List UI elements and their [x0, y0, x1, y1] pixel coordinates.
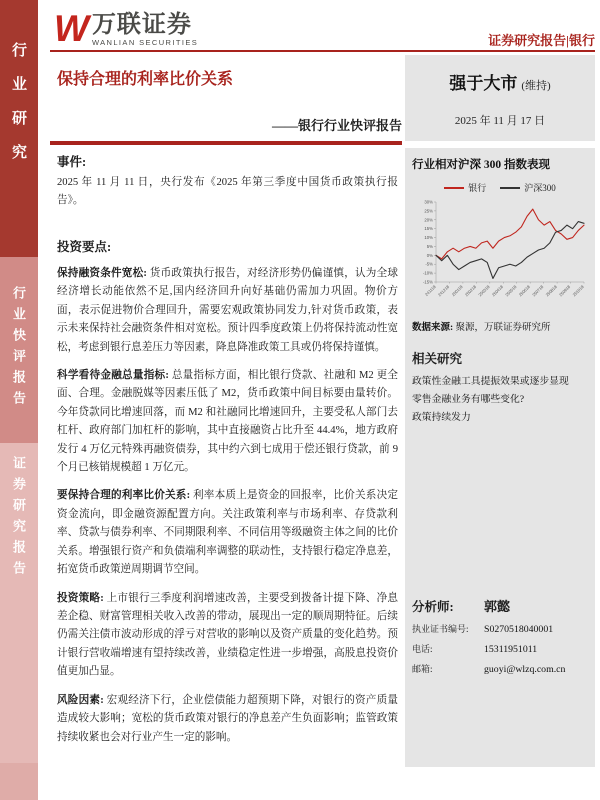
highlight-paragraph [57, 590, 398, 682]
paragraph-text: 总量指标方面，相比银行贷款、社融和 M2 更全面、合理。金融脱媒等因素压低了 M2，货币政策中间目标要由量转价。今年贷款同比增速回落，而 M2 和社融同比增速回升，主要受私人部门去杠杆、政府部门加杠杆的影响，其中直接融资占比升至 44.4%，地方政府发行 4 万亿元特殊再融资债券，其中约六到七成用于偿还银行贷款，前 9 个月已核销规模超 1 万亿元。 [57, 369, 399, 474]
svg-text:250218: 250218 [463, 284, 478, 298]
paragraph-text: 利率本质上是资金的回报率，比价关系决定资金流向，即金融资源配置方向。关注政策利率与市场利率、存贷款利率、贷款与债券利率、不同期限利率、不同信用等级融资主体之间的比价关系。增强银行资产和负债端利率调整的联动性，支持银行稳定净息差，拓宽货币政策逆周期调节空间。 [57, 490, 398, 576]
brand-name-en: WANLIAN SECURITIES [91, 38, 199, 47]
svg-text:15%: 15% [424, 226, 433, 232]
phone-label: 电话: [412, 644, 433, 654]
email-label: 邮箱: [412, 664, 433, 674]
ribbon-label-securities-research: 证券研究报告 [11, 456, 26, 582]
data-source-text: 聚源，万联证券研究所 [455, 323, 551, 333]
analyst-name: 郭懿 [484, 599, 511, 614]
header-rule [50, 50, 595, 52]
svg-text:250318: 250318 [477, 284, 491, 298]
paragraph-text: 上市银行三季度利润增速改善，主要受到拨备计提下降、净息差企稳、财富管理相关收入改善的带动，展现出一定的顺周期特征。后续仍需关注债市波动形成的浮亏对营收的影响以及资产质量的变化趋势。预计银行营收端增速有望持续改善，业绩稳定性进一步增强，高股息投资价值更加凸显。 [57, 592, 398, 678]
paragraph-lead: 科学看待金融总量指标: [57, 369, 169, 381]
svg-text:250418: 250418 [490, 284, 504, 298]
svg-text:-15%: -15% [422, 279, 433, 285]
analyst-section [412, 596, 588, 675]
legend-item-csi300 [500, 181, 556, 194]
event-heading: 事件: [57, 155, 87, 169]
paragraph-text: 宏观经济下行，企业偿债能力超预期下降，对银行的资产质量造成较大影响；宽松的货币政策对银行的净息差产生负面影响；监管政策持续收紧也会对行业产生一定的影响。 [57, 694, 398, 743]
svg-text:251018: 251018 [571, 284, 585, 298]
svg-text:25%: 25% [424, 208, 433, 214]
email-value: guoyi@wlzq.com.cn [484, 664, 566, 675]
related-research-item: 政策持续发力 [412, 412, 471, 424]
analyst-email-row [412, 662, 588, 675]
main-text-column [57, 152, 398, 757]
paragraph-text: 货币政策执行报告，对经济形势仍偏谨慎，认为全球经济增长动能依然不足,国内经济回升向好基础仍需加力巩固。物价方面，表示促进物价合理回升，需要宏观政策协同发力,针对货币政策，表示未来保持社会融资条件相对宽松。预计四季度政策上仍将保持流动性宽松，考虑到银行息差压力等因素，降息降准政策工具或仍将保持谨慎。 [57, 267, 398, 353]
license-label: 执业证书编号: [412, 624, 469, 634]
event-body: 2025 年 11 月 11 日，央行发布《2025 年第三季度中国货币政策执行报告》。 [57, 177, 398, 207]
svg-text:250818: 250818 [544, 284, 558, 298]
highlight-paragraph [57, 367, 398, 478]
brand-name-cn: 万联证券 [91, 11, 192, 38]
page-title: 保持合理的利率比价关系 [57, 71, 234, 88]
related-research-section [412, 349, 588, 427]
svg-text:250118: 250118 [450, 284, 464, 298]
chart-title: 行业相对沪深 300 指数表现 [412, 159, 550, 171]
analyst-phone-row [412, 642, 588, 655]
rating-grade: 强于大市 [449, 74, 518, 93]
highlight-paragraph [57, 692, 398, 747]
phone-value: 15311951011 [484, 644, 538, 655]
svg-text:20%: 20% [424, 217, 433, 223]
rating-suffix: (维持) [521, 80, 551, 92]
svg-text:5%: 5% [426, 243, 433, 249]
data-source-line [412, 319, 588, 333]
chart-legend [412, 181, 588, 194]
report-date: 2025 年 11 月 17 日 [454, 115, 546, 127]
svg-text:10%: 10% [424, 235, 433, 241]
legend-label-bank: 银行 [468, 183, 487, 193]
logo-w-icon: W [54, 8, 87, 49]
ribbon-label-industry-research: 行业研究 [10, 42, 26, 178]
data-source-label: 数据来源: [412, 323, 454, 333]
related-research-item: 零售金融业务有哪些变化? [412, 394, 525, 406]
highlights-heading: 投资要点: [57, 239, 112, 254]
report-category-tag: 证券研究报告|银行 [488, 33, 595, 48]
chart-area [412, 198, 588, 315]
right-info-panel [405, 148, 595, 767]
paragraph-lead: 保持融资条件宽松: [57, 267, 147, 279]
paragraph-lead: 投资策略: [57, 592, 104, 604]
paragraph-lead: 风险因素: [57, 694, 104, 706]
svg-text:241218: 241218 [436, 284, 451, 298]
csi300-line-swatch-icon [500, 187, 520, 189]
legend-item-bank [444, 181, 486, 194]
highlight-paragraph [57, 487, 398, 579]
svg-text:30%: 30% [424, 199, 433, 205]
side-ribbon [0, 0, 38, 800]
page-subtitle: ——银行行业快评报告 [271, 118, 402, 133]
legend-label-csi300: 沪深300 [524, 183, 556, 193]
paragraph-lead: 要保持合理的利率比价关系: [57, 490, 191, 502]
svg-text:250918: 250918 [558, 284, 572, 298]
svg-text:250618: 250618 [517, 284, 531, 298]
svg-text:-5%: -5% [425, 261, 433, 267]
highlight-paragraph [57, 265, 398, 357]
title-divider-bar [50, 141, 402, 145]
ribbon-label-quick-review: 行业快评报告 [11, 286, 26, 412]
bank-line-swatch-icon [444, 187, 464, 189]
relative-performance-chart [412, 198, 588, 310]
related-research-heading: 相关研究 [412, 352, 463, 366]
ribbon-segment-tail [0, 763, 38, 800]
svg-text:0%: 0% [426, 252, 433, 258]
analyst-license-row [412, 622, 588, 635]
svg-text:-10%: -10% [422, 270, 433, 276]
analyst-heading: 分析师: [412, 600, 454, 614]
license-value: S0270518040001 [484, 624, 554, 635]
related-research-item: 政策性金融工具提振效果或逐步显现 [412, 376, 569, 387]
svg-text:250518: 250518 [504, 284, 518, 298]
svg-text:250718: 250718 [531, 284, 545, 298]
svg-text:241118: 241118 [423, 284, 437, 297]
rating-box [405, 55, 595, 141]
brand-logo [54, 8, 199, 49]
